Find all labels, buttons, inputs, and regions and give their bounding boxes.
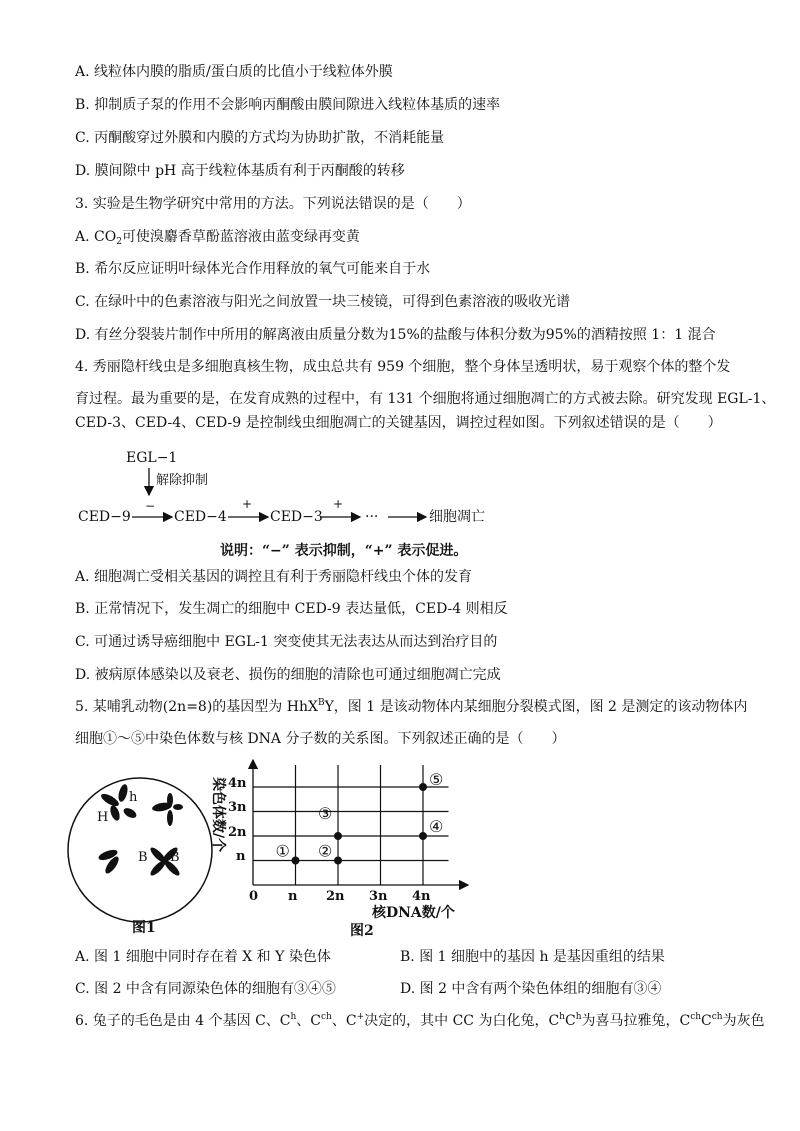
data-point — [419, 832, 427, 840]
text: 可使溴麝香草酚蓝溶液由蓝变绿再变黄 — [121, 229, 360, 245]
q2-option-a: A. 线粒体内膜的脂质/蛋白质的比值小于线粒体外膜 — [75, 64, 393, 80]
q3-option-a — [75, 228, 360, 246]
text: 5. 某哺乳动物(2n=8)的基因型为 HhX — [75, 699, 318, 715]
y-tick-label: n — [236, 849, 246, 864]
apoptosis-label: 细胞凋亡 — [429, 509, 485, 525]
data-point-label: ③ — [318, 804, 333, 823]
text: 、C — [296, 1013, 322, 1029]
text: Y，图 1 是该动物体内某细胞分裂模式图，图 2 是测定的该动物体内 — [324, 699, 748, 715]
text: 6. 兔子的毛色是由 4 个基因 C、C — [75, 1013, 291, 1029]
x-tick-label: 3n — [369, 889, 388, 904]
superscript: ch — [690, 1012, 702, 1022]
gene-label: B — [170, 850, 180, 865]
plus-sign: + — [242, 497, 253, 511]
y-tick-label: 2n — [228, 825, 247, 840]
egl1-label: EGL−1 — [126, 450, 178, 466]
text: A. CO — [75, 229, 117, 245]
q4-stem-line3: CED-3、CED-4、CED-9 是控制线虫细胞凋亡的关键基因，调控过程如图。下列叙述错误的是（ ） — [75, 415, 722, 431]
data-point-label: ② — [318, 841, 333, 861]
q6-stem — [75, 1012, 765, 1030]
q5-option-c: C. 图 2 中含有同源染色体的细胞有③④⑤ — [75, 981, 336, 997]
dots: ··· — [365, 509, 379, 525]
q4-option-b: B. 正常情况下，发生凋亡的细胞中 CED-9 表达量低，CED-4 则相反 — [75, 601, 508, 617]
superscript: h — [559, 1012, 565, 1022]
q5-stem-line2: 细胞①～⑤中染色体数与核 DNA 分子数的关系图。下列叙述正确的是（ ） — [75, 731, 566, 747]
grid — [253, 763, 449, 886]
text: 为喜马拉雅兔，C — [581, 1013, 691, 1029]
data-point-label: ⑤ — [429, 770, 444, 789]
figure-1-caption: 图1 — [132, 920, 156, 936]
superscript: h — [290, 1012, 297, 1022]
y-tick-label: 3n — [228, 800, 247, 815]
regulation-diagram — [60, 440, 540, 570]
diagram-note: 说明：“−” 表示抑制，“+” 表示促进。 — [220, 543, 468, 559]
origin-label: 0 — [249, 889, 259, 904]
text: 、C — [331, 1013, 357, 1029]
gene-label: H — [97, 810, 109, 825]
q4-option-c: C. 可通过诱导癌细胞中 EGL-1 突变使其无法表达从而达到治疗目的 — [75, 634, 498, 650]
data-point-label: ① — [275, 841, 290, 861]
data-point — [334, 832, 342, 840]
y-tick-label: 4n — [228, 776, 247, 791]
q3-stem: 3. 实验是生物学研究中常用的方法。下列说法错误的是（ ） — [75, 196, 471, 212]
data-point — [334, 857, 342, 865]
q5-option-d: D. 图 2 中含有两个染色体组的细胞有③④ — [400, 981, 662, 997]
chromosome — [151, 793, 183, 826]
q4-stem-line2: 育过程。最为重要的是，在发育成熟的过程中，有 131 个细胞将通过细胞凋亡的方式被去除。研究发现 EGL-1、 — [75, 391, 776, 407]
x-tick-label: n — [288, 889, 298, 904]
x-tick-label: 2n — [326, 889, 345, 904]
figure-2-chart — [200, 755, 480, 940]
chromosome — [97, 848, 121, 876]
data-point — [419, 783, 427, 791]
text: C — [701, 1013, 712, 1029]
gene-label: h — [129, 790, 138, 805]
data-point — [292, 857, 300, 865]
q5-stem-line1 — [75, 698, 747, 716]
q3-option-b: B. 希尔反应证明叶绿体光合作用释放的氧气可能来自于水 — [75, 261, 431, 277]
q3-option-c: C. 在绿叶中的色素溶液与阳光之间放置一块三棱镜，可得到色素溶液的吸收光谱 — [75, 294, 571, 310]
text: 为灰色 — [722, 1013, 765, 1029]
superscript: h — [575, 1012, 582, 1022]
gene-label: B — [138, 850, 148, 865]
minus-sign: − — [145, 499, 156, 513]
q5-option-a: A. 图 1 细胞中同时存在着 X 和 Y 染色体 — [75, 949, 331, 965]
data-point-label: ④ — [429, 817, 444, 836]
plus-sign: + — [333, 497, 344, 511]
figure-2-caption: 图2 — [350, 923, 374, 939]
superscript: + — [356, 1012, 365, 1022]
q2-option-d: D. 膜间隙中 pH 高于线粒体基质有利于丙酮酸的转移 — [75, 163, 405, 179]
q4-option-a: A. 细胞凋亡受相关基因的调控且有利于秀丽隐杆线虫个体的发育 — [75, 569, 473, 585]
ced4-label: CED−4 — [174, 509, 227, 525]
superscript: ch — [321, 1012, 332, 1022]
q4-stem-line1: 4. 秀丽隐杆线虫是多细胞真核生物，成虫总共有 959 个细胞，整个身体呈透明状，易于观察个体的整个发 — [75, 359, 731, 375]
q3-option-d: D. 有丝分裂装片制作中所用的解离液由质量分数为15%的盐酸与体积分数为95%的酒精按照 1：1 混合 — [75, 327, 716, 343]
x-axis-label: 核DNA数/个 — [372, 905, 455, 921]
q5-option-b: B. 图 1 细胞中的基因 h 是基因重组的结果 — [400, 949, 665, 965]
y-axis-label: 染色体数/个 — [210, 777, 226, 853]
text: 决定的，其中 CC 为白化兔，C — [364, 1013, 560, 1029]
x-tick-label: 4n — [412, 889, 431, 904]
release-label: 解除抑制 — [156, 473, 209, 488]
ced9-label: CED−9 — [78, 509, 131, 525]
figure-1-cell — [60, 755, 220, 940]
superscript: B — [317, 698, 325, 708]
q4-option-d: D. 被病原体感染以及衰老、损伤的细胞的清除也可通过细胞凋亡完成 — [75, 667, 501, 683]
q2-option-c: C. 丙酮酸穿过外膜和内膜的方式均为协助扩散，不消耗能量 — [75, 130, 445, 146]
subscript: 2 — [116, 237, 122, 247]
ced3-label: CED−3 — [270, 509, 323, 525]
text: C — [564, 1013, 576, 1029]
superscript: ch — [711, 1012, 723, 1022]
q2-option-b: B. 抑制质子泵的作用不会影响丙酮酸由膜间隙进入线粒体基质的速率 — [75, 97, 501, 113]
